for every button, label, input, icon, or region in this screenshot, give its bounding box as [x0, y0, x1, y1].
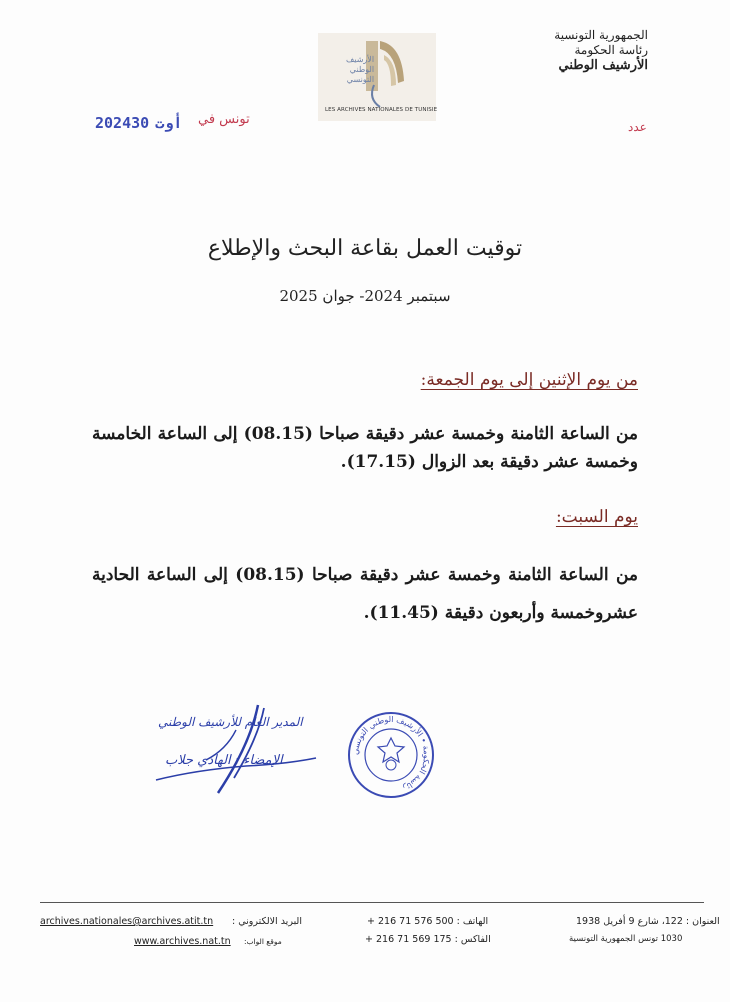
- section-text-saturday: من الساعة الثامنة وخمسة عشر دقيقة صباحا (08.15) إلى الساعة الحادية عشروخمسة وأربعون دقيقة (11.45).: [92, 565, 639, 623]
- footer-fax: الفاكس : 175 569 71 216 +: [365, 934, 491, 945]
- seal-icon: [346, 710, 436, 800]
- document-title: توقيت العمل بقاعة البحث والإطلاع: [207, 236, 523, 261]
- footer-email-label: البريد الالكتروني :: [232, 916, 302, 927]
- footer-divider: [40, 902, 704, 903]
- gov-line-archives: الأرشيف الوطني: [558, 58, 648, 73]
- signature-title: المدير العام للأرشيف الوطني: [158, 715, 303, 729]
- footer-website-link[interactable]: www.archives.nat.tn: [134, 936, 231, 947]
- footer-phone: الهاتف : 500 576 71 216 +: [367, 916, 489, 927]
- logo-text-line: التونسي: [346, 75, 375, 84]
- official-seal: [346, 710, 436, 800]
- document-subtitle: سبتمبر 2024- جوان 2025: [279, 287, 451, 305]
- gov-line-republic: الجمهورية التونسية: [554, 28, 648, 42]
- section-heading-weekdays: من يوم الإثنين إلى يوم الجمعة:: [420, 370, 638, 390]
- date-year: 2024: [95, 114, 132, 132]
- date-day: 30: [131, 114, 150, 132]
- section-text-weekdays: من الساعة الثامنة وخمسة عشر دقيقة صباحا (08.15) إلى الساعة الخامسة وخمسة عشر دقيقة بعد الزوال (17.15).: [92, 424, 639, 472]
- footer-website-label: موقع الواب:: [244, 937, 282, 946]
- footer-email-link[interactable]: archives.nationales@archives.atit.tn: [40, 916, 214, 927]
- logo-text-line: الوطني: [349, 65, 375, 74]
- reference-number-label: عدد: [628, 120, 647, 134]
- logo-caption: LES ARCHIVES NATIONALES DE TUNISIE: [325, 107, 438, 113]
- government-header: [554, 28, 648, 73]
- date-month: أوت: [155, 114, 183, 132]
- gov-line-presidency: رئاسة الحكومة: [574, 43, 648, 57]
- footer-address-line1: العنوان : 122، شارع 9 أفريل 1938: [576, 916, 720, 927]
- signature-name: الإمضاء : الهادي جلاب: [165, 753, 283, 768]
- logo-text-line: الأرشيف: [346, 55, 375, 64]
- date-stamp: [95, 114, 188, 132]
- seal-text: رئاسة الحكومة • الأرشيف الوطني التونسي: [350, 714, 432, 793]
- date-label: تونس في: [198, 112, 250, 127]
- logo-arabic-text: [346, 55, 374, 85]
- handwritten-signature: [146, 700, 346, 795]
- footer-address-line2: 1030 تونس الجمهورية التونسية: [569, 934, 683, 944]
- section-heading-saturday: يوم السبت:: [555, 507, 638, 527]
